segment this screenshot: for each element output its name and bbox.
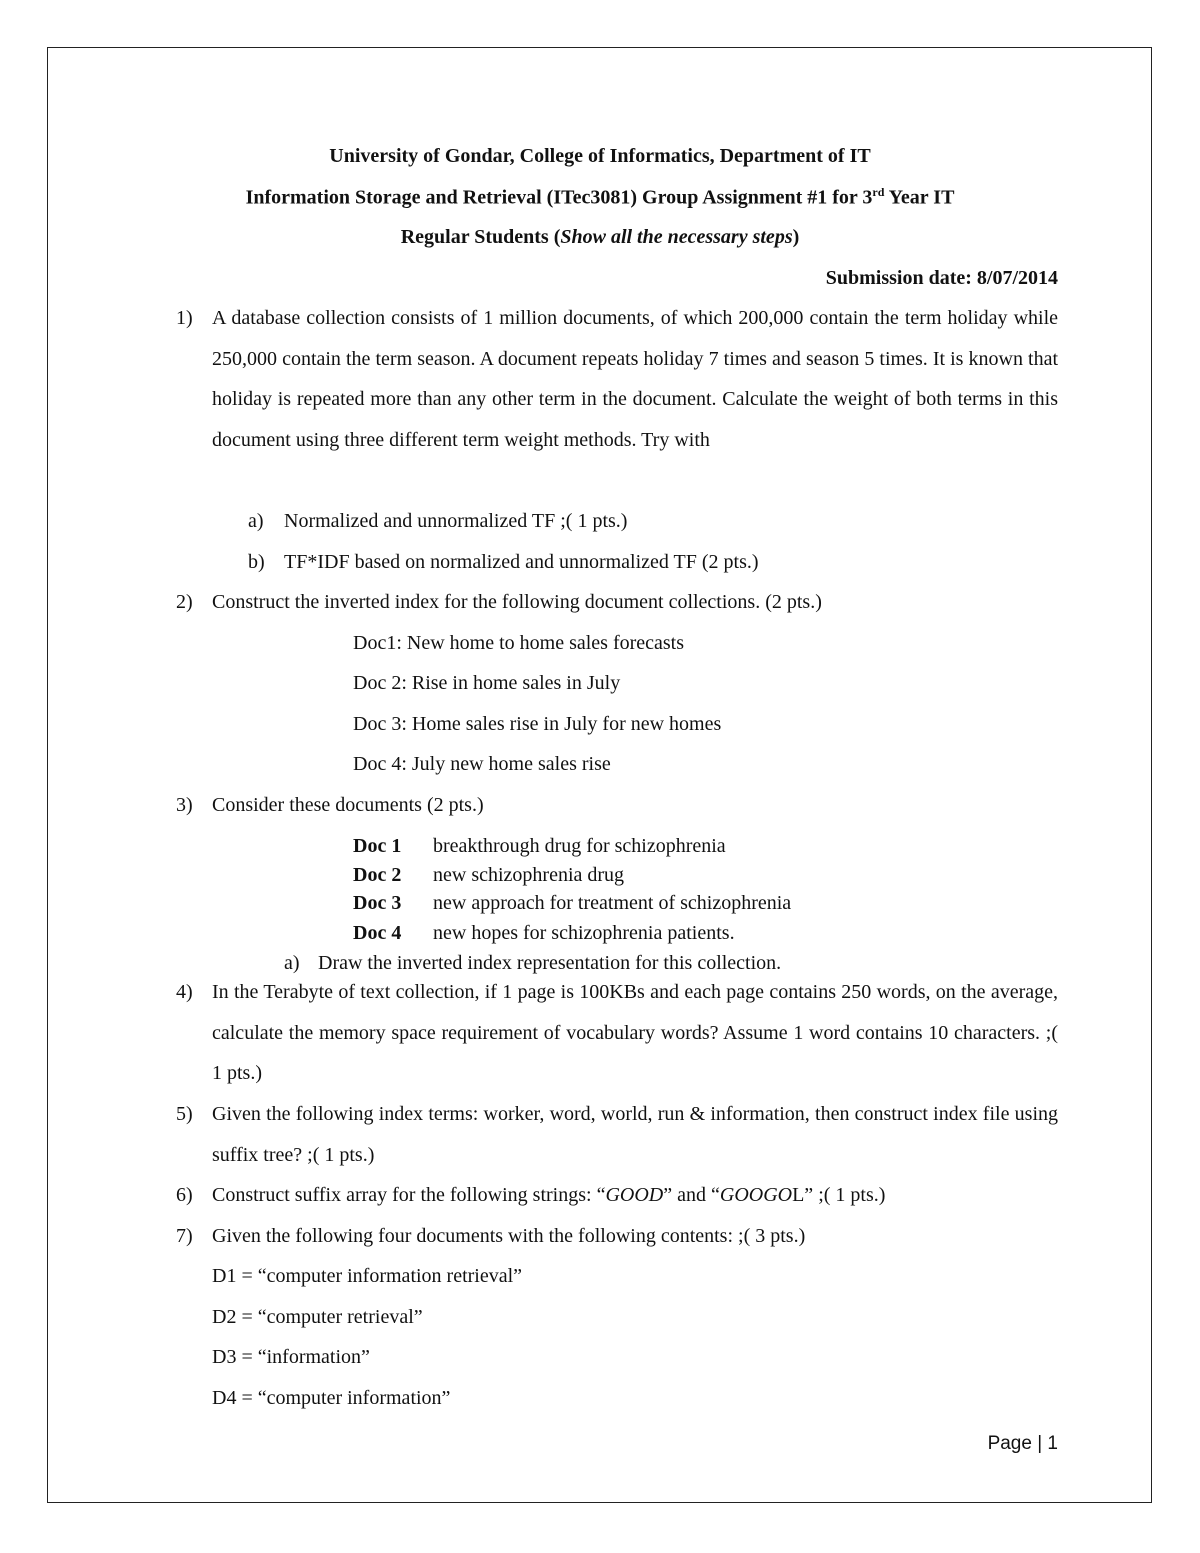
q3-a-text: Draw the inverted index representation for this collection. <box>318 952 782 974</box>
q3-doc-4-text: new hopes for schizophrenia patients. <box>433 922 735 944</box>
header-university: University of Gondar, College of Informatics, Department of IT <box>329 145 871 167</box>
q3-doc-4-label: Doc 4 <box>353 922 402 944</box>
q1-b-label: b) <box>248 551 265 573</box>
q4-text: In the Terabyte of text collection, if 1 page is 100KBs and each page contains 250 words, on the average, calculate the memory space requirement of vocabulary words? Assume 1 word contains 10 characters. ;( 1 pts.) <box>212 981 1058 1084</box>
q2-doc-1: Doc1: New home to home sales forecasts <box>353 632 685 654</box>
q6-text: Construct suffix array for the following strings: “GOOD” and “GOOGOL” ;( 1 pts.) <box>212 1184 886 1206</box>
q7-number: 7) <box>176 1225 193 1247</box>
q1-number: 1) <box>176 307 193 329</box>
q5-number: 5) <box>176 1103 193 1125</box>
q3-text: Consider these documents (2 pts.) <box>212 794 484 816</box>
header-course-title: Information Storage and Retrieval (ITec3081) Group Assignment #1 for 3rd Year IT <box>245 185 955 209</box>
q3-doc-1-label: Doc 1 <box>353 835 402 857</box>
q7-text: Given the following four documents with the following contents: ;( 3 pts.) <box>212 1225 806 1247</box>
q2-doc-3: Doc 3: Home sales rise in July for new homes <box>353 713 722 735</box>
q7-doc-2: D2 = “computer retrieval” <box>212 1306 423 1328</box>
q7-doc-4: D4 = “computer information” <box>212 1387 451 1409</box>
q1-a-text: Normalized and unnormalized TF ;( 1 pts.) <box>284 510 628 532</box>
q1-text: A database collection consists of 1 million documents, of which 200,000 contain the term holiday while 250,000 contain the term season. A document repeats holiday 7 times and season 5 times. It is known that holiday is repeated more than any other term in the document. Calculate the weight of both terms in this document using three different term weight methods. Try with <box>212 307 1058 451</box>
q3-a-label: a) <box>284 952 300 974</box>
q7-doc-3: D3 = “information” <box>212 1346 370 1368</box>
q3-doc-2-text: new schizophrenia drug <box>433 864 625 886</box>
header-students: Regular Students (Show all the necessary steps) <box>400 226 800 248</box>
q4-number: 4) <box>176 981 193 1003</box>
q2-text: Construct the inverted index for the following document collections. (2 pts.) <box>212 591 822 613</box>
q1-a-label: a) <box>248 510 264 532</box>
q6-number: 6) <box>176 1184 193 1206</box>
q7-doc-1: D1 = “computer information retrieval” <box>212 1265 523 1287</box>
q5-text: Given the following index terms: worker, word, world, run & information, then construct index file using suffix tree? ;( 1 pts.) <box>212 1103 1058 1166</box>
q3-doc-3-text: new approach for treatment of schizophrenia <box>433 892 792 914</box>
q3-doc-1-text: breakthrough drug for schizophrenia <box>433 835 726 857</box>
q2-number: 2) <box>176 591 193 613</box>
q1-b-text: TF*IDF based on normalized and unnormalized TF (2 pts.) <box>284 551 759 573</box>
q3-doc-2-label: Doc 2 <box>353 864 402 886</box>
q3-number: 3) <box>176 794 193 816</box>
q2-doc-2: Doc 2: Rise in home sales in July <box>353 672 621 694</box>
q2-doc-4: Doc 4: July new home sales rise <box>353 753 611 775</box>
submission-date: Submission date: 8/07/2014 <box>825 267 1058 289</box>
page-number: Page | 1 <box>987 1433 1058 1454</box>
q3-doc-3-label: Doc 3 <box>353 892 402 914</box>
